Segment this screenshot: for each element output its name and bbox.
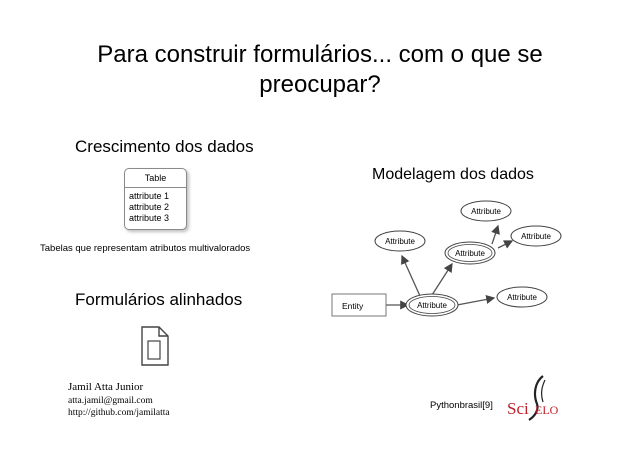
scielo-logo <box>505 374 565 427</box>
logo-text-accent: ELO <box>535 403 559 417</box>
section-heading-aligned-forms: Formulários alinhados <box>75 290 243 309</box>
table-figure-header: Table <box>125 169 186 188</box>
slide-title-line-1: Para construir formulários... com o que se <box>97 41 543 68</box>
entity-node-label: Entity <box>342 301 364 311</box>
attribute-node <box>375 231 425 251</box>
attribute-node <box>406 294 458 316</box>
slide-title-line-2: preocupar? <box>259 71 381 98</box>
attribute-node <box>511 226 561 246</box>
section-heading-data-modeling: Modelagem dos dados <box>372 166 534 183</box>
attribute-node <box>497 287 547 307</box>
document-icon <box>141 326 169 371</box>
slide-title <box>60 40 580 100</box>
table-figure-row: attribute 3 <box>129 213 170 223</box>
svg-text:Attribute: Attribute <box>507 293 537 302</box>
section-heading-data-growth: Crescimento dos dados <box>75 137 254 156</box>
table-figure-row: attribute 1 <box>129 191 170 201</box>
data-model-diagram <box>320 190 570 330</box>
table-figure <box>124 168 187 230</box>
event-credit: Pythonbrasil[9] <box>430 400 493 411</box>
author-email: atta.jamil@gmail.com <box>68 396 153 406</box>
svg-text:Attribute: Attribute <box>521 232 551 241</box>
author-url: http://github.com/jamilatta <box>68 408 170 418</box>
table-figure-caption: Tabelas que representam atributos multivalorados <box>40 243 251 254</box>
table-figure-row: attribute 2 <box>129 202 170 212</box>
attribute-node <box>461 201 511 221</box>
logo-text-main: Sci <box>507 399 529 418</box>
svg-text:Attribute: Attribute <box>417 301 447 310</box>
svg-text:Attribute: Attribute <box>471 207 501 216</box>
author-name: Jamil Atta Junior <box>68 381 144 393</box>
attribute-node <box>445 242 495 264</box>
svg-text:Attribute: Attribute <box>385 237 415 246</box>
svg-text:Attribute: Attribute <box>455 249 485 258</box>
